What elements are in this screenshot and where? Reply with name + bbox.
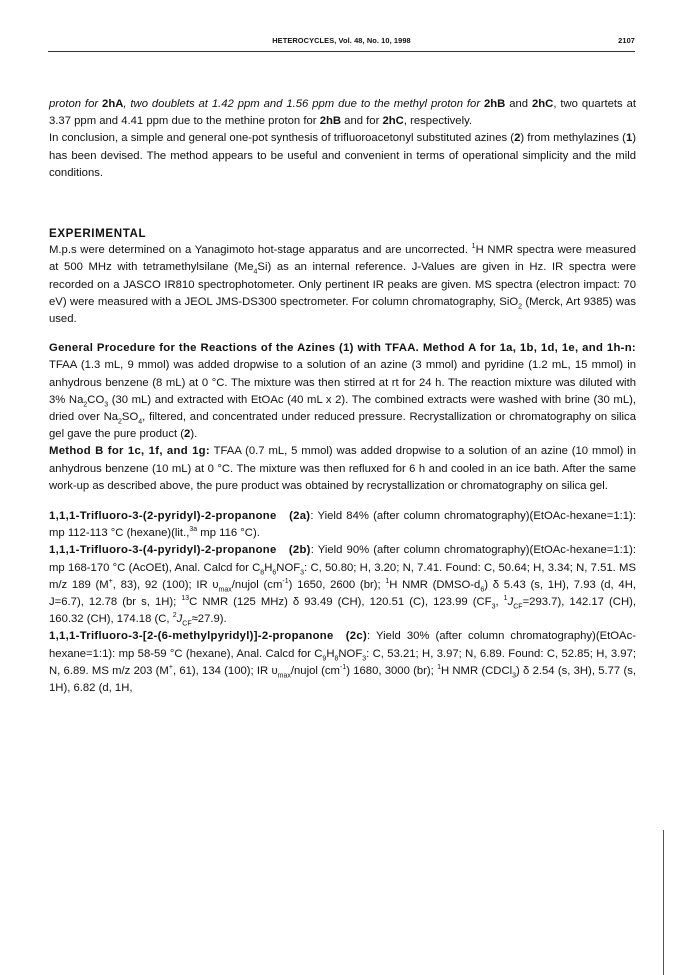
text-run: , respectively. xyxy=(403,115,473,128)
text-run: In conclusion, a simple and general one-pot synthesis of trifluoroacetonyl substituted azines ( xyxy=(49,132,515,145)
text-run: CO xyxy=(87,393,105,406)
text-run: ) 1680, 3000 (br); xyxy=(346,664,438,677)
intro-paragraph-1 xyxy=(49,96,636,130)
compound-label: 2 xyxy=(514,132,521,145)
compound-label: 2hC xyxy=(382,115,404,128)
text-run: , filtered, and concentrated under reduced pressure. Recrystallization or chromatography on silica gel gave the pure product ( xyxy=(49,411,636,441)
superscript: 1 xyxy=(437,664,441,672)
page-number: 2107 xyxy=(618,36,635,45)
subscript: max xyxy=(218,586,232,594)
experimental-paragraph xyxy=(49,242,636,328)
text-run: /nujol (cm xyxy=(290,664,340,677)
subscript: 4 xyxy=(253,268,258,276)
text-run: : Yield 90% (after column chromatography)(EtOAc-hexane=1:1): mp 168-170 °C (AcOEt), Anal. Calcd for C xyxy=(49,544,636,574)
text-run: /nujol (cm xyxy=(231,578,283,591)
superscript: 1 xyxy=(503,595,508,603)
compound-2a-entry xyxy=(49,508,636,542)
subscript: max xyxy=(277,672,291,680)
text-run: SO xyxy=(121,411,139,424)
text-run: , two doublets at 1.42 ppm and 1.56 ppm due to the methyl proton for xyxy=(123,98,484,110)
text-run: ≈27.9). xyxy=(191,613,227,626)
text-run: NOF xyxy=(338,647,363,660)
running-header xyxy=(48,36,635,50)
method-a-paragraph xyxy=(49,340,636,443)
superscript: + xyxy=(168,664,173,672)
text-run: H NMR spectra were measured at 500 MHz with tetramethylsilane (Me xyxy=(49,244,637,274)
text-run: , 83), 92 (100); IR υ xyxy=(112,578,219,591)
subscript: 3 xyxy=(300,568,305,576)
text-run: C NMR (125 MHz) δ 93.49 (CH), 120.51 (C), 123.99 (CF xyxy=(189,596,492,609)
compound-label: (2b) xyxy=(288,544,311,557)
text-run: , two quartets at 3.37 ppm and 4.41 ppm due to the methine proton for xyxy=(49,98,636,128)
text-run: ) 1650, 2600 (br); xyxy=(288,578,386,591)
text-run: H xyxy=(326,647,335,660)
text-run: ) from methylazines ( xyxy=(520,132,626,145)
subscript: 4 xyxy=(138,418,143,426)
section-heading-experimental: EXPERIMENTAL xyxy=(49,227,147,241)
subscript: 8 xyxy=(260,568,265,576)
superscript: 13 xyxy=(181,595,190,603)
text-run: mp 116 °C). xyxy=(197,527,260,540)
text-run: , xyxy=(495,596,504,609)
subscript: 8 xyxy=(334,654,339,662)
text-run: : Yield 30% (after column chromatography)(EtOAc-hexane=1:1): mp 58-59 °C (hexane), Anal. Calcd for C xyxy=(49,630,636,660)
text-run: : Yield 84% (after column chromatography)(EtOAc-hexane=1:1): mp 112-113 °C (hexane)(lit., xyxy=(49,510,636,540)
conclusion-paragraph xyxy=(49,130,636,182)
subscript: 3 xyxy=(362,654,367,662)
compound-name: 1,1,1-Trifluoro-3-(2-pyridyl)-2-propanone xyxy=(49,510,277,523)
compound-label: 2hC xyxy=(531,98,554,110)
method-b-paragraph xyxy=(49,443,636,495)
compound-2b-entry xyxy=(49,542,636,628)
compound-label: 2 xyxy=(184,428,191,441)
text-run: H xyxy=(264,561,273,574)
subscript: 6 xyxy=(272,568,277,576)
compound-label: (2c) xyxy=(345,630,368,643)
subscript: 9 xyxy=(322,654,327,662)
subscript: 2 xyxy=(518,303,523,311)
subscript: 2 xyxy=(118,418,122,426)
compound-label: 1 xyxy=(625,132,633,145)
article-body xyxy=(49,96,636,697)
text-run: and for xyxy=(341,115,383,128)
text-run: J xyxy=(507,596,514,609)
text-run: (30 mL) and extracted with EtOAc (40 mL x 2). The combined extracts were washed with brine (30 mL), dried over Na xyxy=(49,393,636,424)
superscript: 1 xyxy=(471,243,476,251)
superscript: + xyxy=(108,578,113,586)
subscript: 3 xyxy=(104,401,109,409)
text-run: TFAA (0.7 mL, 5 mmol) was added dropwise to a solution of an azine (10 mmol) in anhydrous benzene (10 mL) at 0 °C. The mixture was then refluxed for 6 h and cooled in an ice bath. After the same work-up as described above, the pure product was obtained by recrystallization or chromatography on silica gel. xyxy=(49,445,636,492)
scan-edge-line xyxy=(663,830,664,975)
subscript: 2 xyxy=(83,401,88,409)
text-run: TFAA (1.3 mL, 9 mmol) was added dropwise to a solution of an azine (3 mmol) and pyridine (1.2 mL, 15 mmol) in anhydrous benzene (8 mL) at 0 °C. The mixture was then stirred at rt for 24 h. The reaction mixture was diluted with 3% Na xyxy=(49,359,636,406)
text-run: Si) as an internal reference. J-Values are given in Hz. IR spectra were recorded on a JASCO IR810 spectrophotometer. Only pertinent IR peaks are given. MS spectra (electron impact: 70 eV) were measured with a JEOL JMS-DS300 spectrometer. For column chromatography, SiO xyxy=(49,261,636,308)
compound-2c-entry xyxy=(49,628,636,697)
compound-label: 2hA xyxy=(102,98,124,110)
compound-label: 2hB xyxy=(483,98,506,110)
header-rule xyxy=(48,51,635,52)
subscript: 3 xyxy=(491,603,496,611)
text-run: H NMR (CDCl xyxy=(440,664,513,677)
text-run: , 61), 134 (100); IR υ xyxy=(172,664,278,677)
subscript: CF xyxy=(182,620,192,628)
subscript: CF xyxy=(513,603,523,611)
text-run: ). xyxy=(190,428,198,441)
compound-label: 2hB xyxy=(319,115,342,128)
text-run: NOF xyxy=(276,561,301,574)
subscript: 6 xyxy=(480,586,485,594)
text-run: ) has been devised. The method appears to be useful and convenient in terms of operational simplicity and the mild conditions. xyxy=(49,132,636,179)
method-a-title: General Procedure for the Reactions of the Azines (1) with TFAA. Method A for 1a, 1b, 1d, 1e, and 1h-n: xyxy=(49,342,636,355)
superscript: -1 xyxy=(339,664,347,672)
text-run: ) δ 5.43 (s, 1H), 7.93 (d, 4H, J=6.7), 12.78 (br s, 1H); xyxy=(49,578,636,609)
text-run: proton for xyxy=(49,98,103,110)
superscript: 1 xyxy=(385,578,390,586)
text-run: H NMR (DMSO-d xyxy=(389,578,481,591)
superscript: -1 xyxy=(282,578,289,586)
subscript: 3 xyxy=(512,672,517,680)
compound-name: 1,1,1-Trifluoro-3-(4-pyridyl)-2-propanone xyxy=(49,544,277,557)
text-run: and xyxy=(505,98,532,110)
text-run: M.p.s were determined on a Yanagimoto hot-stage apparatus and are uncorrected. xyxy=(49,244,472,257)
text-run: : C, 50.80; H, 3.20; N, 7.41. Found: C, 50.64; H, 3.34; N, 7.51. MS m/z 189 (M xyxy=(49,561,636,591)
journal-citation: HETEROCYCLES, Vol. 48, No. 10, 1998 xyxy=(272,36,411,45)
compound-name: 1,1,1-Trifluoro-3-[2-(6-methylpyridyl)]-2-propanone xyxy=(49,630,334,643)
method-b-title: Method B for 1c, 1f, and 1g: xyxy=(49,445,210,458)
text-run: =293.7), 142.17 (CH), 160.32 (CH), 174.18 (C, xyxy=(49,596,637,626)
reference-superscript: 3a xyxy=(189,526,198,534)
superscript: 2 xyxy=(172,612,177,620)
text-run: J xyxy=(176,613,183,626)
text-run: ) δ 2.54 (s, 3H), 5.77 (s, 1H), 6.82 (d, 1H, xyxy=(49,664,636,695)
text-run: (Merck, Art 9385) was used. xyxy=(49,295,636,326)
compound-label: (2a) xyxy=(289,510,311,523)
text-run: : C, 53.21; H, 3.97; N, 6.89. Found: C, 52.85; H, 3.97; N, 6.89. MS m/z 203 (M xyxy=(49,647,636,677)
